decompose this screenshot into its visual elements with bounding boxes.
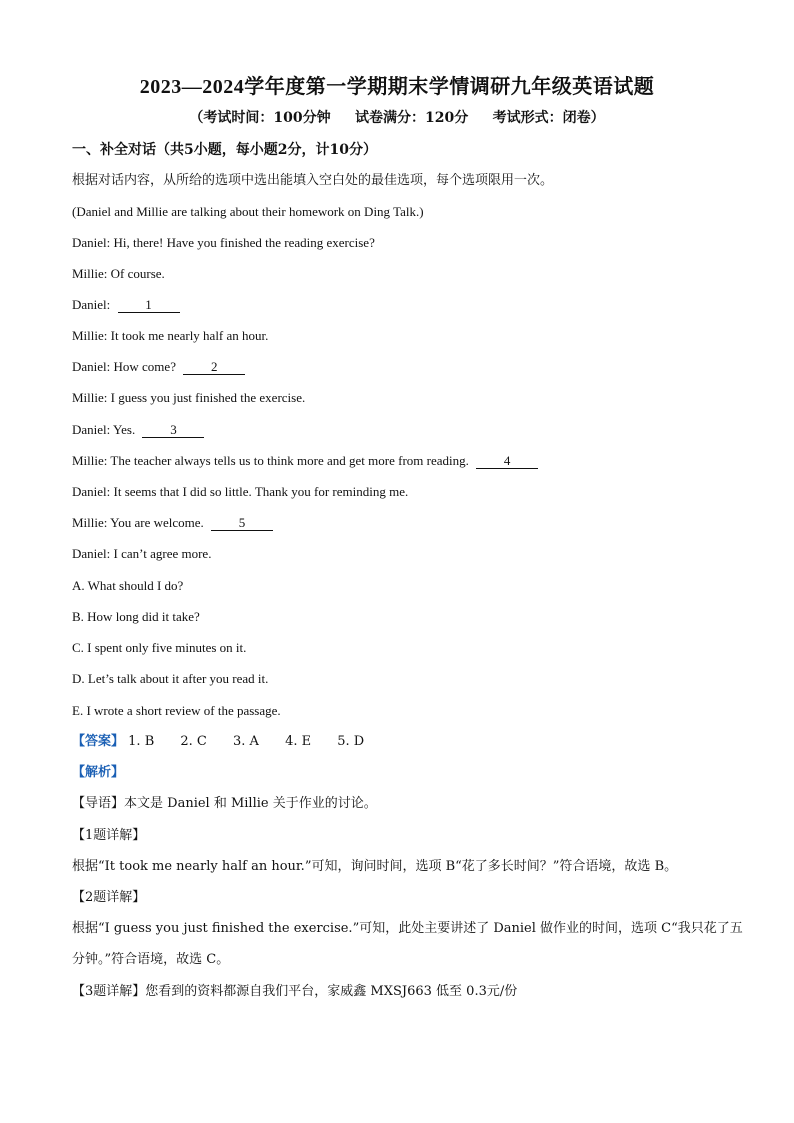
q3-tag: 【3题详解】 (72, 984, 146, 999)
dialogue-line: Millie: I guess you just finished the exercise. (72, 390, 306, 405)
q3-line (72, 983, 517, 1001)
answer-item: 2. C (180, 734, 207, 749)
dialogue-line: Daniel: How come? 2 (72, 358, 245, 376)
option-c: C. I spent only five minutes on it. (72, 640, 247, 655)
option-b: B. How long did it take? (72, 609, 200, 624)
dialogue-line: Daniel: 1 (72, 296, 180, 314)
answer-blank: 1 (118, 298, 180, 313)
instruction: 根据对话内容，从所给的选项中选出能填入空白处的最佳选项，每个选项限用一次。 (72, 173, 554, 188)
q2-tag: 【2题详解】 (72, 890, 146, 905)
option-e: E. I wrote a short review of the passage. (72, 703, 281, 718)
section-heading: 一、补全对话（共5小题，每小题2分，计10分） (72, 142, 377, 158)
q1-tag: 【1题详解】 (72, 828, 146, 843)
answer-line (72, 733, 386, 751)
guide-line (72, 795, 377, 813)
q2-explanation-cont: 分钟。”符合语境，故选 C。 (72, 952, 230, 967)
dialogue-line: Daniel: I can’t agree more. (72, 546, 212, 561)
exam-info: （考试时间：100分钟 试卷满分：120分 考试形式：闭卷） (189, 110, 605, 126)
dialogue-line: Millie: It took me nearly half an hour. (72, 328, 269, 343)
answer-item: 1. B (128, 734, 155, 749)
answer-blank: 4 (476, 454, 538, 469)
answer-item: 5. D (337, 734, 365, 749)
answer-blank: 5 (211, 516, 273, 531)
option-d: D. Let’s talk about it after you read it. (72, 671, 269, 686)
dialogue-line: Daniel: Hi, there! Have you finished the reading exercise? (72, 235, 375, 250)
answer-blank: 3 (142, 423, 204, 438)
q2-explanation: 根据“I guess you just finished the exercise.”可知，此处主要讲述了 Daniel 做作业的时间，选项 C“我只花了五 (72, 921, 743, 936)
dialogue-context: (Daniel and Millie are talking about their homework on Ding Talk.) (72, 204, 424, 219)
q1-explanation: 根据“It took me nearly half an hour.”可知，询问时间，选项 B“花了多长时间？”符合语境，故选 B。 (72, 859, 678, 874)
dialogue-line: Daniel: It seems that I did so little. Thank you for reminding me. (72, 484, 409, 499)
page-title: 2023—2024学年度第一学期期末学情调研九年级英语试题 (139, 76, 655, 98)
answer-blank: 2 (183, 360, 245, 375)
dialogue-line: Millie: Of course. (72, 266, 165, 281)
dialogue-line: Millie: You are welcome. 5 (72, 514, 273, 532)
guide-tag: 【导语】 (72, 796, 125, 811)
answer-tag: 【答案】 (72, 734, 125, 749)
dialogue-line: Daniel: Yes. 3 (72, 421, 204, 439)
analysis-heading: 【解析】 (72, 765, 125, 780)
dialogue-line: Millie: The teacher always tells us to think more and get more from reading. 4 (72, 452, 538, 470)
answer-item: 3. A (233, 734, 259, 749)
option-a: A. What should I do? (72, 578, 184, 593)
q3-text: 您看到的资料都源自我们平台，家威鑫 MXSJ663 低至 0.3元/份 (145, 984, 518, 999)
guide-text: 本文是 Daniel 和 Millie 关于作业的讨论。 (124, 796, 377, 811)
answer-item: 4. E (285, 734, 312, 749)
